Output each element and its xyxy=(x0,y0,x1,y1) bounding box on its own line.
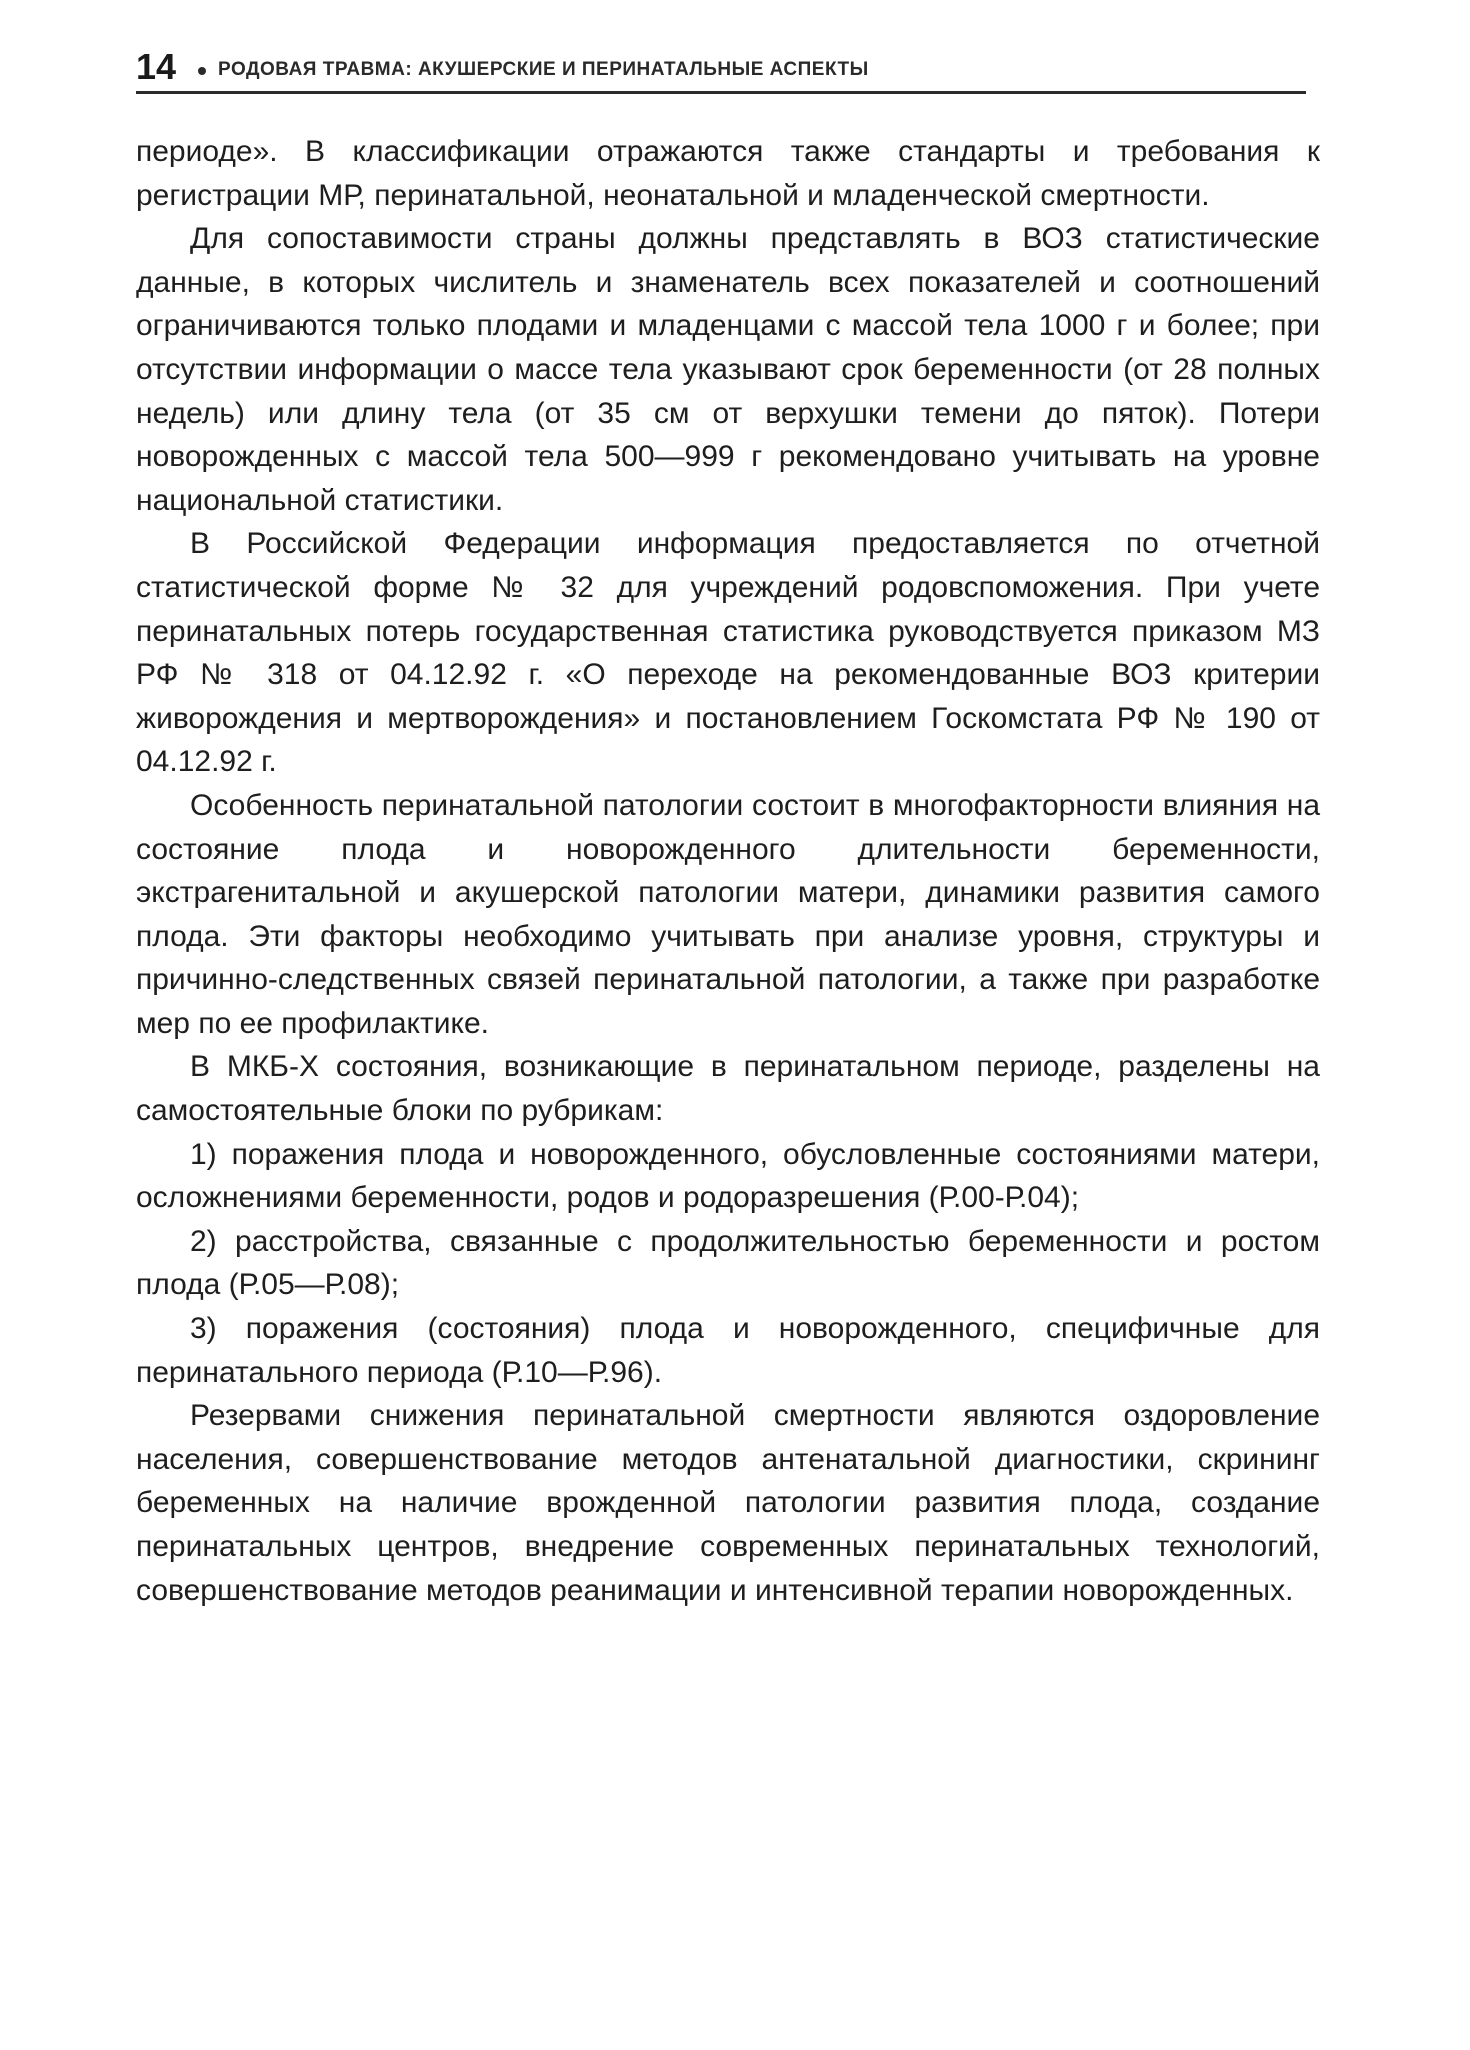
running-title: РОДОВАЯ ТРАВМА: АКУШЕРСКИЕ И ПЕРИНАТАЛЬНЫЕ АСПЕКТЫ xyxy=(218,59,869,80)
paragraph-russian-federation: В Российской Федерации информация предоставляется по отчетной статистической форме № 32 для учреждений родовспоможения. При учете перинатальных потерь государственная статистика руководствуется приказом МЗ РФ № 318 от 04.12.92 г. «О переходе на рекомендованные ВОЗ критерии живорождения и мертворождения» и постановлением Госкомстата РФ № 190 от 04.12.92 г. xyxy=(136,527,1320,779)
paragraph-reserves: Резервами снижения перинатальной смертности являются оздоровление населения, совершенствование методов антенатальной диагностики, скрининг беременных на наличие врожденной патологии развития плода, создание перинатальных центров, внедрение современных перинатальных технологий, совершенствование методов реанимации и интенсивной терапии новорожденных. xyxy=(136,1399,1320,1607)
running-header xyxy=(136,44,1306,94)
body-text xyxy=(136,130,1320,1612)
paragraph-continuation: периоде». В классификации отражаются также стандарты и требования к регистрации МР, перинатальной, неонатальной и младенческой смертности. xyxy=(136,135,1320,212)
page-number: 14 xyxy=(136,46,177,87)
paragraph-icd-intro: В МКБ-Х состояния, возникающие в перинатальном периоде, разделены на самостоятельные блоки по рубрикам: xyxy=(136,1050,1320,1128)
list-item: 3) поражения (состояния) плода и новорожденного, специфичные для перинатального периода (Р.10—Р.96). xyxy=(136,1312,1320,1389)
bullet-icon xyxy=(198,67,206,75)
list-item: 2) расстройства, связанные с продолжительностью беременности и ростом плода (Р.05—Р.08); xyxy=(136,1224,1320,1302)
paragraph-perinatal-pathology: Особенность перинатальной патологии состоит в многофакторности влияния на состояние плода и новорожденного длительности беременности, экстрагенитальной и акушерской патологии матери, динамики развития самого плода. Эти факторы необходимо учитывать при анализе уровня, структуры и причинно-следственных связей перинатальной патологии, а также при разработке мер по ее профилактике. xyxy=(136,788,1320,1040)
paragraph-who-statistics: Для сопоставимости страны должны представлять в ВОЗ статистические данные, в которых числитель и знаменатель всех показателей и соотношений ограничиваются только плодами и младенцами с массой тела 1000 г и более; при отсутствии информации о массе тела указывают срок беременности (от 28 полных недель) или длину тела (от 35 см от верхушки темени до пяток). Потери новорожденных с массой тела 500—999 г рекомендовано учитывать на уровне национальной статистики. xyxy=(136,222,1320,517)
list-item: 1) поражения плода и новорожденного, обусловленные состояниями матери, осложнениями беременности, родов и родоразрешения (Р.00-Р.04); xyxy=(136,1137,1320,1215)
